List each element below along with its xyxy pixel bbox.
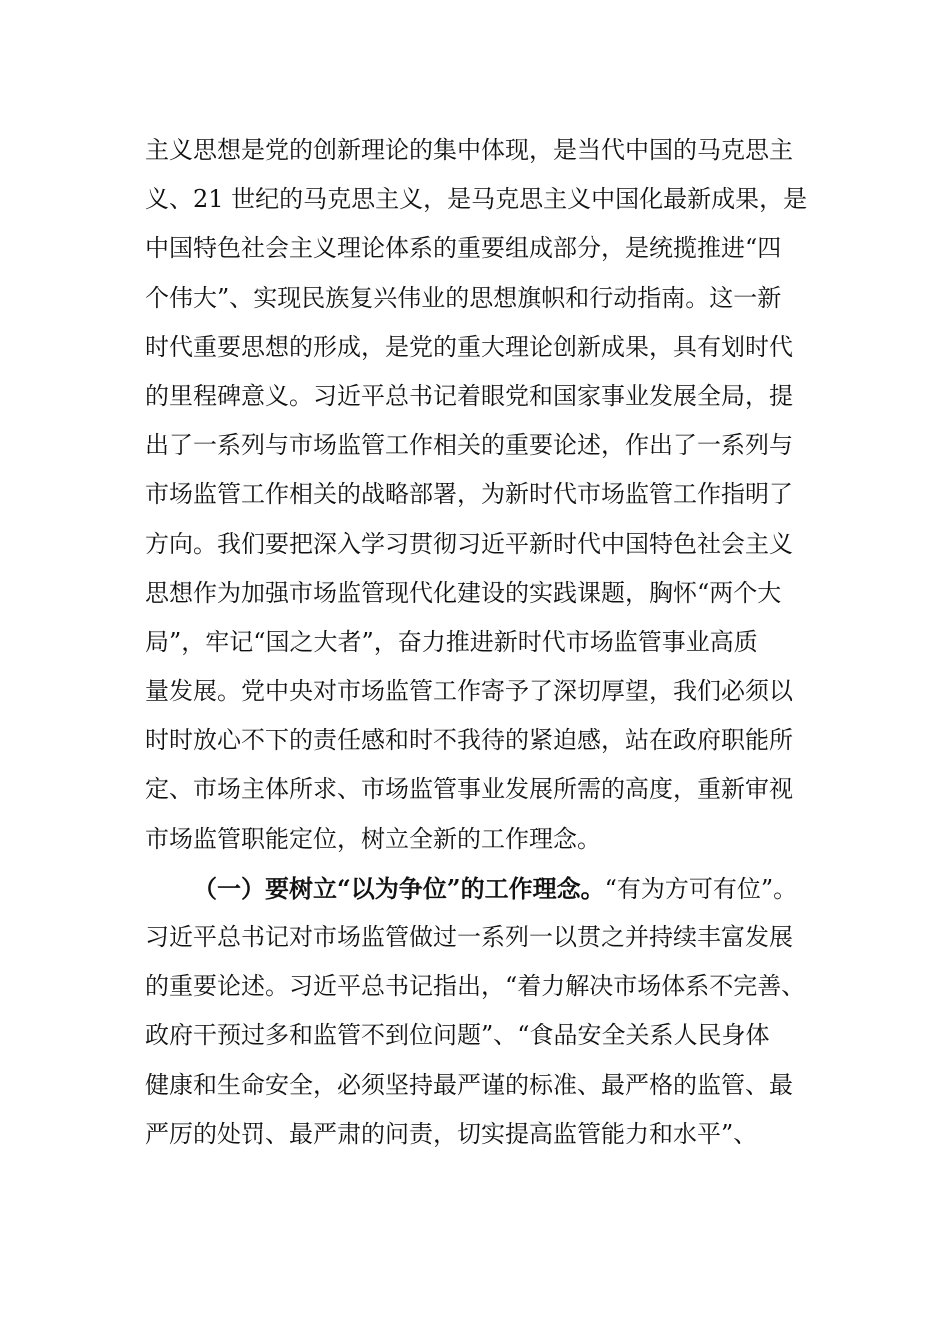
paragraph-line: 方向。我们要把深入学习贯彻习近平新时代中国特色社会主义 bbox=[145, 529, 793, 558]
paragraph-line: 思想作为加强市场监管现代化建设的实践课题，胸怀“两个大 bbox=[145, 578, 782, 607]
paragraph-line: 政府干预过多和监管不到位问题”、“食品安全关系人民身体 bbox=[145, 1021, 770, 1050]
section-heading-rest: “有为方可有位”。 bbox=[604, 874, 798, 903]
paragraph-line: 主义思想是党的创新理论的集中体现，是当代中国的马克思主 bbox=[145, 136, 793, 164]
paragraph-line: 的重要论述。习近平总书记指出，“着力解决市场体系不完善、 bbox=[145, 972, 806, 1001]
paragraph-line: 市场监管工作相关的战略部署，为新时代市场监管工作指明了 bbox=[145, 480, 793, 509]
paragraph-line: 时时放心不下的责任感和时不我待的紧迫感，站在政府职能所 bbox=[145, 726, 793, 755]
paragraph-line: 量发展。党中央对市场监管工作寄予了深切厚望，我们必须以 bbox=[145, 677, 793, 706]
paragraph-line: 的里程碑意义。习近平总书记着眼党和国家事业发展全局，提 bbox=[145, 381, 793, 410]
paragraph-line: 出了一系列与市场监管工作相关的重要论述，作出了一系列与 bbox=[145, 431, 793, 460]
paragraph-line: 局”，牢记“国之大者”，奋力推进新时代市场监管事业高质 bbox=[145, 627, 758, 656]
paragraph-line: 义、21 世纪的马克思主义，是马克思主义中国化最新成果，是 bbox=[145, 185, 808, 214]
section-heading-line bbox=[145, 864, 845, 913]
body-text bbox=[145, 126, 845, 1159]
paragraph-line: 市场监管职能定位，树立全新的工作理念。 bbox=[145, 824, 601, 853]
section-heading: （一）要树立“以为争位”的工作理念。 bbox=[193, 873, 605, 903]
paragraph-line: 时代重要思想的形成，是党的重大理论创新成果，具有划时代 bbox=[145, 332, 793, 361]
paragraph-line: 健康和生命安全，必须坚持最严谨的标准、最严格的监管、最 bbox=[145, 1070, 793, 1099]
paragraph-line: 严厉的处罚、最严肃的问责，切实提高监管能力和水平”、 bbox=[145, 1119, 758, 1148]
paragraph-line: 个伟大”、实现民族复兴伟业的思想旗帜和行动指南。这一新 bbox=[145, 283, 782, 312]
paragraph-line: 习近平总书记对市场监管做过一系列一以贯之并持续丰富发展 bbox=[145, 923, 793, 951]
paragraph-line: 定、市场主体所求、市场监管事业发展所需的高度，重新审视 bbox=[145, 775, 793, 804]
paragraph-line: 中国特色社会主义理论体系的重要组成部分，是统揽推进“四 bbox=[145, 234, 782, 263]
